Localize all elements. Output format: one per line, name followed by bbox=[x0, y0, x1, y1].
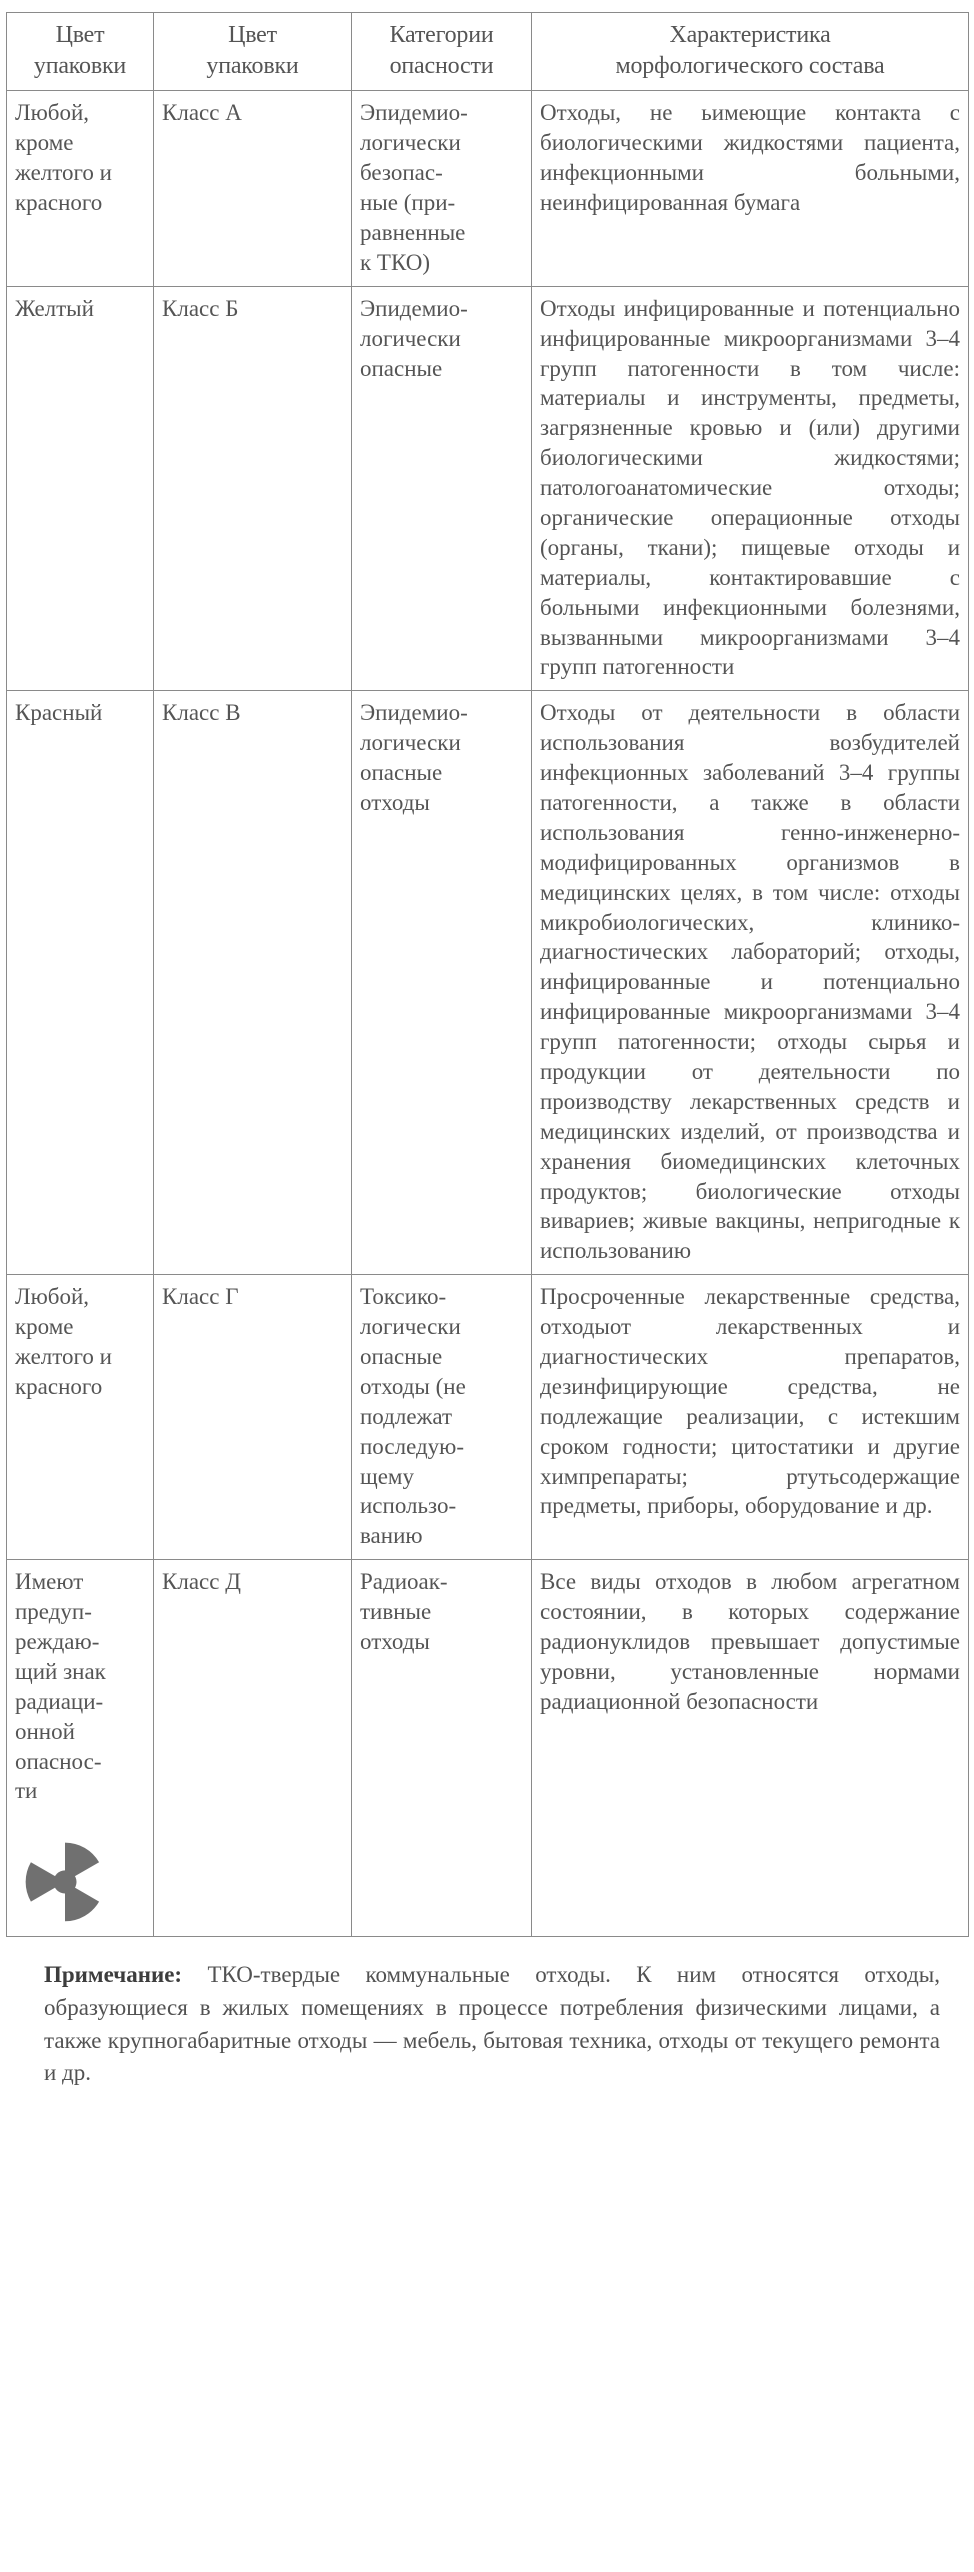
waste-class-label: Класс А bbox=[162, 100, 242, 126]
text-line: Красный bbox=[15, 700, 103, 726]
text-line: ные (при- bbox=[360, 190, 456, 216]
text-line: равненные bbox=[360, 219, 466, 245]
text-line: опаснос- bbox=[15, 1748, 102, 1774]
text-line: опасные bbox=[360, 760, 443, 786]
text-line: красного bbox=[15, 190, 103, 216]
footnote bbox=[44, 1959, 940, 2090]
text-line: отходы bbox=[360, 1629, 430, 1655]
cell-morphological-description bbox=[532, 1560, 969, 1937]
medical-waste-classification-table bbox=[6, 12, 969, 1937]
cell-waste-class bbox=[154, 1560, 352, 1937]
text-line: кроме bbox=[15, 130, 74, 156]
text-line: безопас- bbox=[360, 160, 443, 186]
cell-packaging-color bbox=[7, 691, 154, 1275]
packaging-color-text bbox=[15, 294, 145, 324]
text-line: Желтый bbox=[15, 295, 94, 321]
hazard-category-text bbox=[360, 294, 523, 384]
table-body bbox=[7, 91, 969, 1937]
text-line: ванию bbox=[360, 1523, 423, 1549]
cell-morphological-description bbox=[532, 286, 969, 691]
table-row bbox=[7, 1560, 969, 1937]
text-line: логически bbox=[360, 325, 461, 351]
cell-hazard-category bbox=[352, 1275, 532, 1560]
text-line: Эпидемио- bbox=[360, 100, 468, 126]
column-header-morphological-characteristics bbox=[532, 13, 969, 91]
table-header bbox=[7, 13, 969, 91]
text-line: ти bbox=[15, 1778, 38, 1804]
column-header-line: упаковки bbox=[206, 53, 299, 80]
text-line: радиаци- bbox=[15, 1688, 104, 1714]
cell-morphological-description bbox=[532, 1275, 969, 1560]
text-line: логически bbox=[360, 1314, 461, 1340]
column-header-line: Характеристика bbox=[669, 22, 831, 48]
text-line: желтого и bbox=[15, 1344, 112, 1369]
cell-hazard-category bbox=[352, 1560, 532, 1937]
column-header-line: Цвет bbox=[55, 22, 105, 48]
text-line: Любой, bbox=[15, 100, 90, 126]
packaging-color-text bbox=[15, 1282, 145, 1402]
cell-waste-class bbox=[154, 286, 352, 691]
text-line: использо- bbox=[360, 1493, 457, 1519]
morphological-description-text: Отходы от деятельности в области использования возбудителей инфекционных заболеваний 3–4 группы патогенности, а также в области использования генно-инженерно-модифицированных организмов в медицинских целях, в том числе: отходы микробиологических, клинико-диагностических лабораторий; отходы, инфицированные и потенциально инфицированные микроорганизмами 3–4 групп патогенности; отходы сырья и продукции от деятельности по производству лекарственных средств и медицинских изделий, от производства и хранения биомедицинских клеточных продуктов; биологические отходы вивариев; живые вакцины, непригодные к использованию bbox=[540, 700, 960, 1264]
cell-morphological-description bbox=[532, 91, 969, 286]
column-header-packaging-color-2 bbox=[154, 13, 352, 91]
text-line: опасные bbox=[360, 355, 443, 381]
table-row bbox=[7, 91, 969, 286]
text-line: щему bbox=[360, 1463, 414, 1489]
radiation-icon bbox=[17, 1832, 113, 1928]
hazard-category-text bbox=[360, 698, 523, 818]
waste-class-label: Класс В bbox=[162, 700, 241, 726]
column-header-line: упаковки bbox=[33, 53, 127, 80]
table-header-row bbox=[7, 13, 969, 91]
text-line: отходы bbox=[360, 789, 430, 815]
packaging-color-text bbox=[15, 98, 145, 218]
morphological-description-text: Отходы инфицированные и потенциально инфицированные микроорганизмами 3–4 групп патогенности в том числе: материалы и инструменты, предметы, загрязненные кровью и (или) другими биологическими жидкостями; патологоанатомические отходы; органические операционные отходы (органы, ткани); пищевые отходы и материалы, контактировавшие с больными инфекционными болезнями, вызванными микроорганизмами 3–4 групп патогенности bbox=[540, 295, 960, 680]
morphological-description-text: Отходы, не ьимеющие контакта с биологическими жидкостями пациента, инфекционными больными, неинфицированная бумага bbox=[540, 100, 960, 216]
cell-hazard-category bbox=[352, 691, 532, 1275]
text-line: желтого и bbox=[15, 160, 112, 186]
footnote-label: Примечание: bbox=[44, 1962, 183, 1988]
column-header-line: морфологического состава bbox=[615, 53, 885, 80]
hazard-category-text bbox=[360, 98, 523, 277]
text-line: красного bbox=[15, 1373, 103, 1399]
text-line: Имеют bbox=[15, 1569, 84, 1595]
text-line: логически bbox=[360, 730, 461, 756]
text-line: Эпидемио- bbox=[360, 295, 468, 321]
text-line: логически bbox=[360, 130, 461, 156]
waste-class-label: Класс Г bbox=[162, 1284, 239, 1310]
morphological-description-text: Все виды отходов в любом агрегатном состоянии, в которых содержание радионуклидов превышает допустимые уровни, установленные нормами радиационной безопасности bbox=[540, 1569, 960, 1714]
cell-packaging-color bbox=[7, 91, 154, 286]
text-line: Токсико- bbox=[360, 1284, 447, 1310]
column-header-line: опасности bbox=[389, 53, 494, 80]
text-line: подлежат bbox=[360, 1403, 453, 1429]
packaging-color-text bbox=[15, 698, 145, 728]
cell-packaging-color bbox=[7, 1275, 154, 1560]
column-header-line: Цвет bbox=[228, 22, 277, 48]
cell-hazard-category bbox=[352, 286, 532, 691]
text-line: последую- bbox=[360, 1433, 465, 1459]
cell-hazard-category bbox=[352, 91, 532, 286]
cell-packaging-color bbox=[7, 1560, 154, 1937]
table-row bbox=[7, 1275, 969, 1560]
text-line: отходы (не bbox=[360, 1373, 466, 1399]
text-line: предуп- bbox=[15, 1599, 92, 1625]
footnote-text: ТКО-твердые коммунальные отходы. К ним относятся отходы, образующиеся в жилых помещениях в процессе потребления физическими лицами, а также крупногабаритные отходы — мебель, бытовая техника, отходы от текущего ремонта и др. bbox=[44, 1962, 940, 2086]
hazard-category-text bbox=[360, 1282, 523, 1551]
text-line: к ТКО) bbox=[360, 249, 431, 275]
text-line: онной bbox=[15, 1718, 75, 1744]
waste-class-label: Класс Д bbox=[162, 1569, 241, 1595]
cell-morphological-description bbox=[532, 691, 969, 1275]
text-line: Эпидемио- bbox=[360, 700, 468, 726]
table-row bbox=[7, 691, 969, 1275]
column-header-packaging-color-1 bbox=[7, 13, 154, 91]
cell-packaging-color bbox=[7, 286, 154, 691]
morphological-description-text: Просроченные лекарственные средства, отходыот лекарственных и диагностических препаратов, дезинфицирующие средства, не подлежащие реализации, с истекшим сроком годности; цитостатики и другие химпрепараты; ртутьсодержащие предметы, приборы, оборудование и др. bbox=[540, 1284, 960, 1519]
table-row bbox=[7, 286, 969, 691]
radiation-icon-wrapper bbox=[17, 1832, 145, 1928]
waste-class-label: Класс Б bbox=[162, 295, 239, 321]
text-line: тивные bbox=[360, 1599, 432, 1625]
column-header-line: Категории bbox=[389, 22, 494, 48]
cell-waste-class bbox=[154, 691, 352, 1275]
text-line: опасные bbox=[360, 1344, 443, 1369]
hazard-category-text bbox=[360, 1567, 523, 1657]
text-line: кроме bbox=[15, 1314, 74, 1340]
text-line: Любой, bbox=[15, 1284, 90, 1310]
packaging-color-text bbox=[15, 1567, 145, 1806]
text-line: реждаю- bbox=[15, 1629, 100, 1655]
text-line: щий знак bbox=[15, 1658, 106, 1684]
cell-waste-class bbox=[154, 91, 352, 286]
cell-waste-class bbox=[154, 1275, 352, 1560]
text-line: Радиоак- bbox=[360, 1569, 448, 1595]
column-header-hazard-categories bbox=[352, 13, 532, 91]
